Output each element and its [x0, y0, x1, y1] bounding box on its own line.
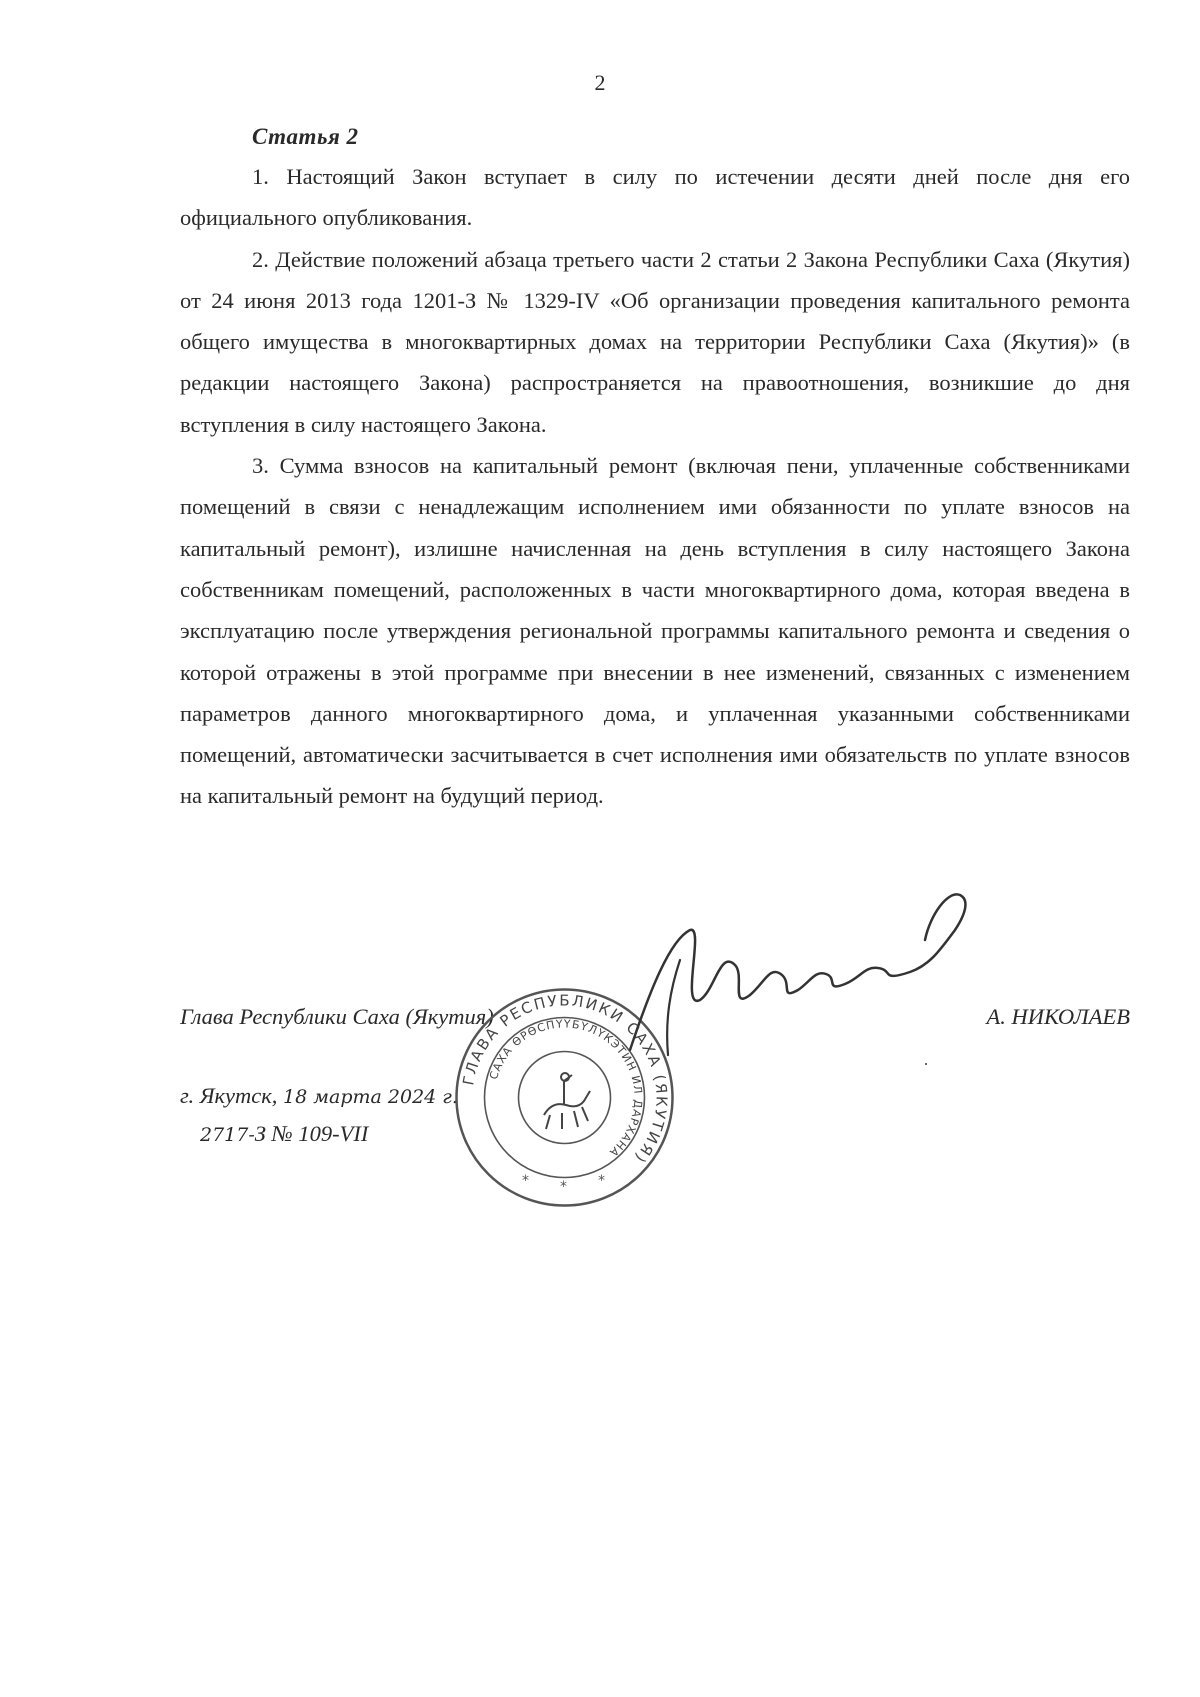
- article-paragraph-2: 2. Действие положений абзаца третьего части 2 статьи 2 Закона Республики Саха (Якутия) от 24 июня 2013 года 1201-З № 1329-IV «Об организации проведения капитального ремонта общего имущества в многоквартирных домах на территории Республики Саха (Якутия)» (в редакции настоящего Закона) распространяется на правоотношения, возникшие до дня вступления в силу настоящего Закона.: [180, 246, 1130, 437]
- stamp-inner-text: САХА ӨРӨСПҮҮБҮЛҮКЭТИН ИЛ ДАРХАНА: [487, 1017, 645, 1160]
- article-body: [180, 124, 1130, 817]
- handwritten-number: 2717-: [200, 1124, 255, 1146]
- handwritten-date: 18 марта 2024 г.: [283, 1086, 458, 1108]
- stamp-outer-text: ГЛАВА РЕСПУБЛИКИ САХА (ЯКУТИЯ): [459, 991, 671, 1168]
- svg-text:*: *: [522, 1173, 529, 1189]
- page-number: 2: [594, 70, 606, 95]
- handwritten-signature: [610, 870, 980, 1070]
- printed-number: З № 109-VII: [254, 1121, 369, 1146]
- place-label: г. Якутск,: [180, 1083, 278, 1108]
- place-date-line: [180, 1083, 458, 1109]
- article-paragraph-3: 3. Сумма взносов на капитальный ремонт (включая пени, уплаченные собственниками помещений в связи с ненадлежащим исполнением ими обязанности по уплате взносов на капитальный ремонт), излишне начисленная на день вступления в силу настоящего Закона собственникам помещений, расположенных в части многоквартирного дома, которая введена в эксплуатацию после утверждения региональной программы капитального ремонта и сведения о которой отражены в этой программе при внесении в нее изменений, связанных с изменением параметров данного многоквартирного дома, и уплаченная указанными собственниками помещений, автоматически засчитывается в счет исполнения ими обязательств по уплате взносов на капитальный ремонт на будущий период.: [180, 453, 1130, 809]
- emblem-rider-icon: [544, 1073, 590, 1129]
- law-number-line: [200, 1121, 368, 1147]
- signatory-name: А. НИКОЛАЕВ: [986, 1004, 1130, 1029]
- scan-speck: [925, 1063, 927, 1065]
- article-paragraph-1: 1. Настоящий Закон вступает в силу по истечении десяти дней после дня его официального опубликования.: [180, 164, 1130, 231]
- article-heading: Статья 2: [252, 124, 359, 149]
- svg-text:*: *: [560, 1179, 567, 1195]
- svg-text:*: *: [598, 1173, 605, 1189]
- signatory-title: Глава Республики Саха (Якутия): [180, 1004, 494, 1029]
